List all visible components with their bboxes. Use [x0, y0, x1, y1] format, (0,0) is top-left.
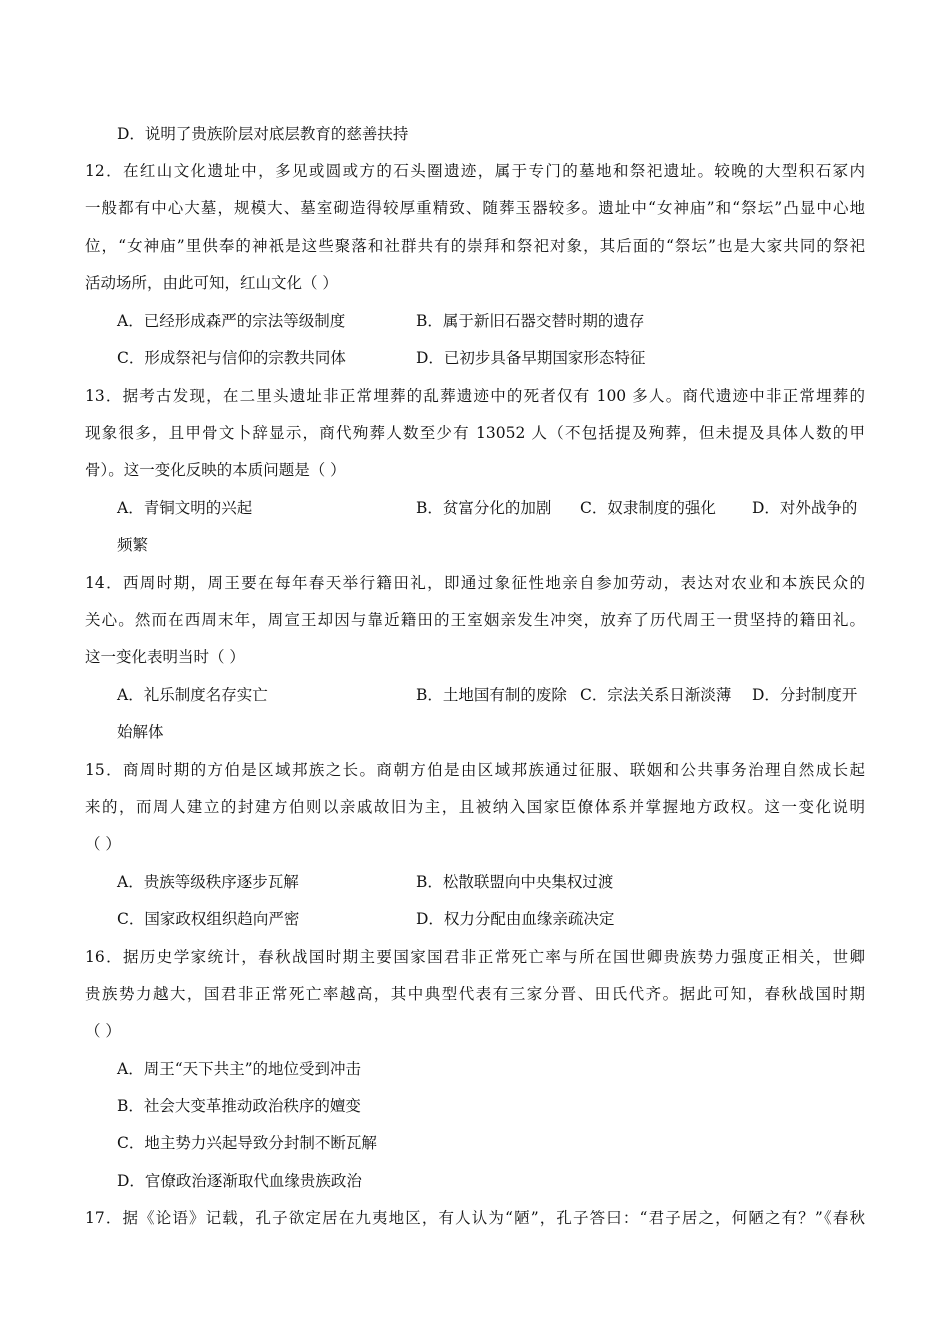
q12-stem-line-4: 活动场所，由此可知，红山文化（ ） — [85, 274, 338, 292]
q13-stem-line-3: 骨）。这一变化反映的本质问题是（ ） — [85, 461, 346, 479]
q16-stem-line-2: 贵族势力越大，国君非正常死亡率越高，其中典型代表有三家分晋、田氏代齐。据此可知，春秋战国时期 — [85, 985, 865, 1003]
q14-option-d-continued: 始解体 — [117, 723, 164, 741]
q12-stem-line-1: 12．在红山文化遗址中，多见或圆或方的石头圈遗迹，属于专门的墓地和祭祀遗址。较晚的大型积石冢内 — [85, 162, 865, 180]
q17-stem-line-1: 17．据《论语》记载，孔子欲定居在九夷地区，有人认为“陋”，孔子答曰：“君子居之，何陋之有？”《春秋 — [85, 1209, 865, 1227]
q15-stem-line-1: 15．商周时期的方伯是区域邦族之长。商朝方伯是由区域邦族通过征服、联姻和公共事务治理自然成长起 — [85, 761, 865, 779]
q15-option-d: D．权力分配由血缘亲疏决定 — [416, 910, 615, 928]
q14-option-b: B．土地国有制的废除 — [416, 686, 567, 704]
q14-stem-line-1: 14．西周时期，周王要在每年春天举行籍田礼，即通过象征性地亲自参加劳动，表达对农业和本族民众的 — [85, 574, 865, 592]
q15-stem-line-3: （ ） — [85, 835, 121, 853]
q12-option-d: D．已初步具备早期国家形态特征 — [416, 349, 646, 367]
q15-option-b: B．松散联盟向中央集权过渡 — [416, 873, 614, 891]
q12-option-a: A．已经形成森严的宗法等级制度 — [117, 312, 346, 330]
q16-option-a: A．周王“天下共主”的地位受到冲击 — [117, 1060, 362, 1078]
q13-stem-line-1: 13．据考古发现，在二里头遗址非正常埋葬的乱葬遗迹中的死者仅有 100 多人。商代遗迹中非正常埋葬的 — [85, 387, 865, 405]
q15-option-a: A．贵族等级秩序逐步瓦解 — [117, 873, 299, 891]
q12-option-b: B．属于新旧石器交替时期的遗存 — [416, 312, 645, 330]
q14-stem-line-3: 这一变化表明当时（ ） — [85, 648, 245, 666]
q15-stem-line-2: 来的，而周人建立的封建方伯则以亲戚故旧为主，且被纳入国家臣僚体系并掌握地方政权。这一变化说明 — [85, 798, 865, 816]
q14-option-a: A．礼乐制度名存实亡 — [117, 686, 268, 704]
q13-option-d: D．对外战争的 — [752, 499, 858, 517]
q13-option-c: C．奴隶制度的强化 — [580, 499, 716, 517]
q14-stem-line-2: 关心。然而在西周末年，周宣王却因与靠近籍田的王室姻亲发生冲突，放弃了历代周王一贯坚持的籍田礼。 — [85, 611, 865, 629]
q13-option-b: B．贫富分化的加剧 — [416, 499, 552, 517]
q16-option-d: D．官僚政治逐渐取代血缘贵族政治 — [117, 1172, 362, 1190]
q11-option-d: D．说明了贵族阶层对底层教育的慈善扶持 — [117, 125, 409, 143]
q14-option-d: D．分封制度开 — [752, 686, 858, 704]
q16-option-c: C．地主势力兴起导致分封制不断瓦解 — [117, 1134, 377, 1152]
q14-option-c: C．宗法关系日渐淡薄 — [580, 686, 732, 704]
q16-option-b: B．社会大变革推动政治秩序的嬗变 — [117, 1097, 361, 1115]
q16-stem-line-3: （ ） — [85, 1022, 121, 1040]
q12-stem-line-2: 一般都有中心大墓，规模大、墓室砌造得较厚重精致、随葬玉器较多。遗址中“女神庙”和“祭坛”凸显中心地 — [85, 199, 865, 217]
q12-stem-line-3: 位，“女神庙”里供奉的神祇是这些聚落和社群共有的崇拜和祭祀对象，其后面的“祭坛”也是大家共同的祭祀 — [85, 237, 865, 255]
q13-option-d-continued: 频繁 — [117, 536, 149, 554]
q13-stem-line-2: 现象很多，且甲骨文卜辞显示，商代殉葬人数至少有 13052 人（不包括提及殉葬，但未提及具体人数的甲 — [85, 424, 865, 442]
q15-option-c: C．国家政权组织趋向严密 — [117, 910, 300, 928]
q13-option-a: A．青铜文明的兴起 — [117, 499, 253, 517]
q12-option-c: C．形成祭祀与信仰的宗教共同体 — [117, 349, 346, 367]
q16-stem-line-1: 16．据历史学家统计，春秋战国时期主要国家国君非正常死亡率与所在国世卿贵族势力强度正相关，世卿 — [85, 948, 865, 966]
